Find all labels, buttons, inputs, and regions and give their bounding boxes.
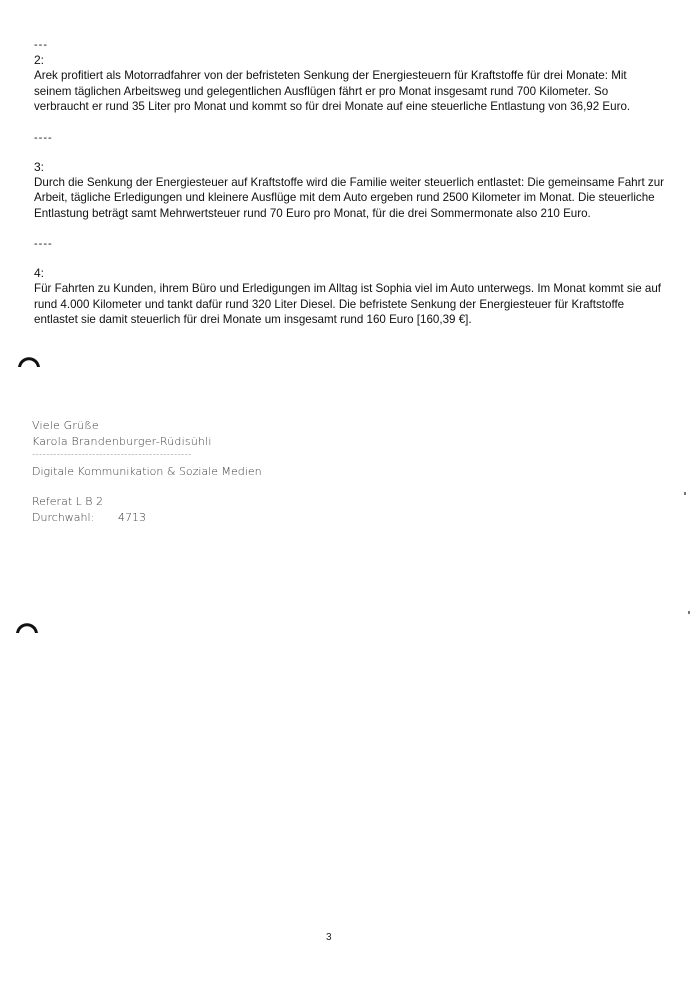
signature-phone-label: Durchwahl: (32, 511, 95, 524)
punch-hole-icon (14, 611, 40, 637)
page-number: 3 (326, 932, 332, 943)
document-body (34, 38, 664, 328)
signature-name: Karola Brandenburger-Rüdisühli (32, 435, 212, 448)
section-2 (34, 38, 664, 115)
section-separator: ---- (34, 131, 53, 144)
section-3 (34, 131, 664, 222)
section-4 (34, 237, 664, 328)
signature-reference (32, 494, 332, 526)
section-separator: ---- (34, 238, 53, 250)
signature-divider: --------------------------------------------- (32, 450, 192, 460)
section-text: Für Fahrten zu Kunden, ihrem Büro und Erledigungen im Alltag ist Sophia viel im Auto unterwegs. Im Monat kommt sie auf rund 4.000 Kilometer und tankt dafür rund 320 Liter Diesel. Die befristete Senkung der Energiesteuer für Kraftstoffe entlastet sie damit steuerlich für drei Monate um insgesamt rund 160 Euro [160,39 €]. (34, 282, 662, 326)
scan-speck-icon (688, 611, 690, 614)
section-text: Durch die Senkung der Energiesteuer auf Kraftstoffe wird die Familie weiter steuerlich entlastet: Die gemeinsame Fahrt zur Arbeit, tägliche Erledigungen und kleinere Ausflüge mit dem Auto ergeben rund 2500 Kilometer im Monat. Die steuerliche Entlastung beträgt samt Mehrwertsteuer rund 70 Euro pro Monat, für die drei Sommermonate also 210 Euro. (34, 175, 665, 220)
signature-phone-value: 4713 (118, 511, 146, 524)
signature-greeting: Viele Grüße (32, 419, 99, 432)
email-signature (32, 418, 332, 526)
section-separator: --- (34, 39, 48, 51)
punch-hole-icon (16, 345, 42, 371)
signature-department: Digitale Kommunikation & Soziale Medien (32, 465, 262, 478)
section-number: 2: (34, 53, 45, 67)
section-number: 4: (34, 266, 45, 280)
scan-speck-icon (684, 492, 686, 495)
section-number: 3: (34, 159, 45, 174)
signature-referat: Referat L B 2 (32, 495, 103, 508)
signature-phone (32, 510, 332, 526)
section-text: Arek profitiert als Motorradfahrer von der befristeten Senkung der Energiesteuern für Kraftstoffe für drei Monate: Mit seinem täglichen Arbeitsweg und gelegentlichen Ausflügen fährt er pro Monat insgesamt rund 700 Kilometer. So verbraucht er rund 35 Liter pro Monat und kommt so für drei Monate auf eine steuerliche Entlastung von 36,92 Euro. (34, 69, 631, 113)
